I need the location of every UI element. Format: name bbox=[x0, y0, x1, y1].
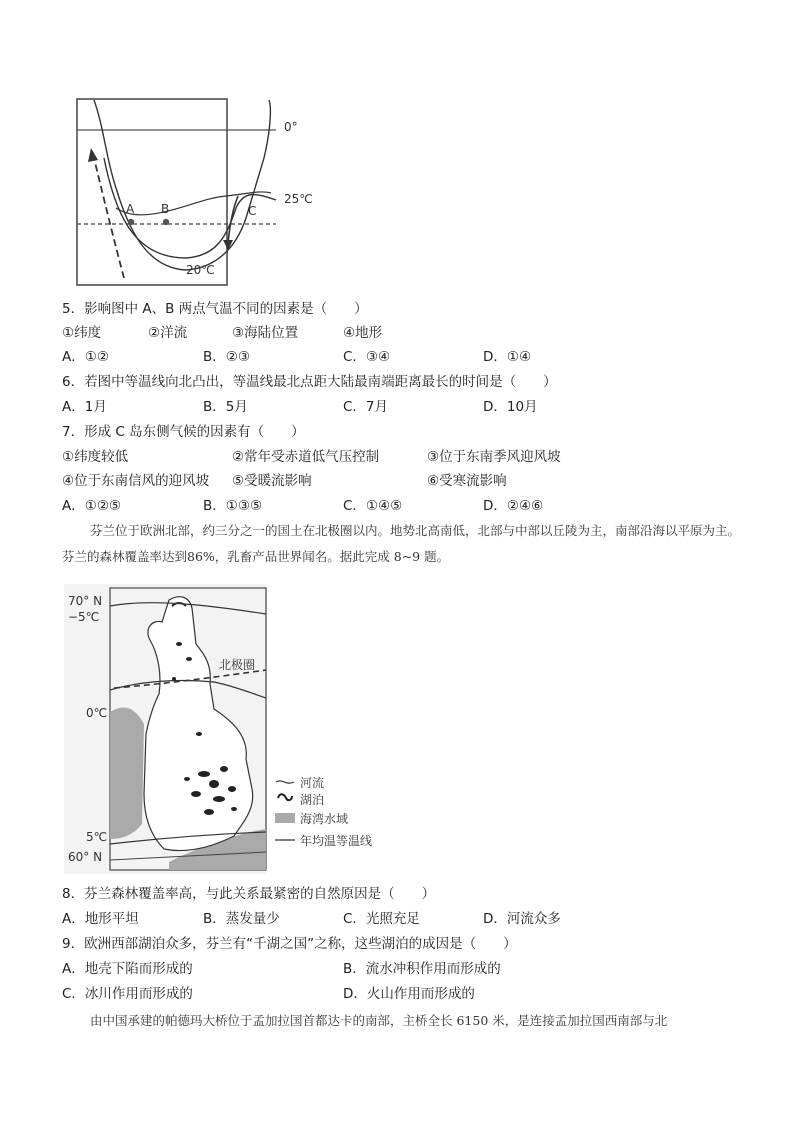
isotherm-figure bbox=[76, 98, 336, 288]
q9-option-b: B．流水冲积作用而形成的 bbox=[343, 961, 501, 977]
q8-option-b: B．蒸发量少 bbox=[203, 911, 280, 927]
q8-option-c: C．光照充足 bbox=[343, 911, 420, 927]
q5-option-c: C．③④ bbox=[343, 349, 391, 365]
legend-lake-swatch bbox=[278, 794, 292, 800]
label-arctic-circle: 北极圈 bbox=[219, 658, 256, 672]
label-0c: 0℃ bbox=[86, 706, 108, 720]
q5-stem: 5．影响图中 A、B 两点气温不同的因素是（ ） bbox=[62, 301, 368, 317]
label-60n: 60° N bbox=[68, 850, 103, 864]
label-b: B bbox=[161, 202, 170, 216]
q5-option-a: A．①② bbox=[62, 349, 109, 365]
q7-item-4: ④位于东南信风的迎风坡 bbox=[62, 473, 210, 489]
q5-item-4: ④地形 bbox=[343, 325, 383, 341]
legend bbox=[275, 781, 295, 840]
map-frame bbox=[77, 99, 227, 285]
label-70n: 70° N bbox=[68, 594, 103, 608]
q7-item-3: ③位于东南季风迎风坡 bbox=[427, 449, 561, 465]
passage-bridge: 由中国承建的帕德玛大桥位于孟加拉国首都达卡的南部，主桥全长 6150 米，是连接孟加拉国西南部与北 bbox=[90, 1013, 668, 1028]
q7-stem: 7．形成 C 岛东侧气候的因素有（ ） bbox=[62, 424, 305, 440]
q5-item-2: ②洋流 bbox=[148, 325, 188, 341]
q7-option-a: A．①②⑤ bbox=[62, 498, 122, 514]
passage-finland: 芬兰位于欧洲北部，约三分之一的国土在北极圈以内。地势北高南低，北部与中部以丘陵为主，南部沿海以平原为主。芬兰的森林覆盖率达到86%，乳畜产品世界闻名。据此完成 8~9 题。 bbox=[62, 523, 741, 564]
q7-option-d: D．②④⑥ bbox=[483, 498, 544, 514]
q5-option-b: B．②③ bbox=[203, 349, 250, 365]
q6-option-d: D．10月 bbox=[483, 399, 538, 415]
label-a: A bbox=[126, 202, 135, 216]
current-arrowhead-west bbox=[88, 148, 98, 162]
q9-option-a: A．地壳下陷而形成的 bbox=[62, 961, 193, 977]
label-equator: 0° bbox=[284, 120, 298, 134]
legend-river-label: 河流 bbox=[300, 776, 325, 790]
q7-item-6: ⑥受寒流影响 bbox=[427, 473, 507, 489]
point-b bbox=[163, 219, 169, 225]
q8-option-a: A．地形平坦 bbox=[62, 911, 139, 927]
q6-option-b: B．5月 bbox=[203, 399, 248, 415]
q8-option-d: D．河流众多 bbox=[483, 911, 561, 927]
q6-stem: 6．若图中等温线向北凸出，等温线最北点距大陆最南端距离最长的时间是（ ） bbox=[62, 374, 557, 390]
finland-map bbox=[64, 584, 394, 874]
q7-item-2: ②常年受赤道低气压控制 bbox=[232, 449, 380, 465]
q7-option-b: B．①③⑤ bbox=[203, 498, 263, 514]
legend-lake-label: 湖泊 bbox=[300, 793, 325, 807]
q5-option-d: D．①④ bbox=[483, 349, 532, 365]
current-arrow-west bbox=[94, 158, 124, 278]
q5-item-3: ③海陆位置 bbox=[232, 325, 299, 341]
label-25c: 25℃ bbox=[284, 192, 313, 206]
label-5c: 5℃ bbox=[86, 830, 108, 844]
label-minus5c: −5℃ bbox=[68, 610, 100, 624]
q6-option-c: C．7月 bbox=[343, 399, 389, 415]
legend-river-swatch bbox=[276, 781, 294, 783]
q9-option-c: C．冰川作用而形成的 bbox=[62, 986, 193, 1002]
legend-isotherm-label: 年均温等温线 bbox=[300, 834, 373, 848]
q6-option-a: A．1月 bbox=[62, 399, 107, 415]
q7-option-c: C．①④⑤ bbox=[343, 498, 403, 514]
coastline bbox=[94, 100, 270, 270]
gulf-of-bothnia bbox=[110, 708, 144, 839]
current-arrow-c bbox=[228, 196, 238, 244]
finland-figure bbox=[64, 584, 394, 874]
q9-stem: 9．欧洲西部湖泊众多，芬兰有“千湖之国”之称，这些湖泊的成因是（ ） bbox=[62, 936, 517, 952]
q8-stem: 8．芬兰森林覆盖率高，与此关系最紧密的自然原因是（ ） bbox=[62, 886, 436, 902]
legend-bay-label: 海湾水域 bbox=[300, 812, 349, 826]
label-c: C bbox=[248, 204, 257, 218]
label-20c: 20℃ bbox=[186, 263, 215, 277]
q7-item-1: ①纬度较低 bbox=[62, 449, 129, 465]
q7-item-5: ⑤受暖流影响 bbox=[232, 473, 312, 489]
legend-bay-swatch bbox=[275, 813, 295, 823]
point-a bbox=[128, 219, 134, 225]
q5-item-1: ①纬度 bbox=[62, 325, 102, 341]
q9-option-d: D．火山作用而形成的 bbox=[343, 986, 475, 1002]
